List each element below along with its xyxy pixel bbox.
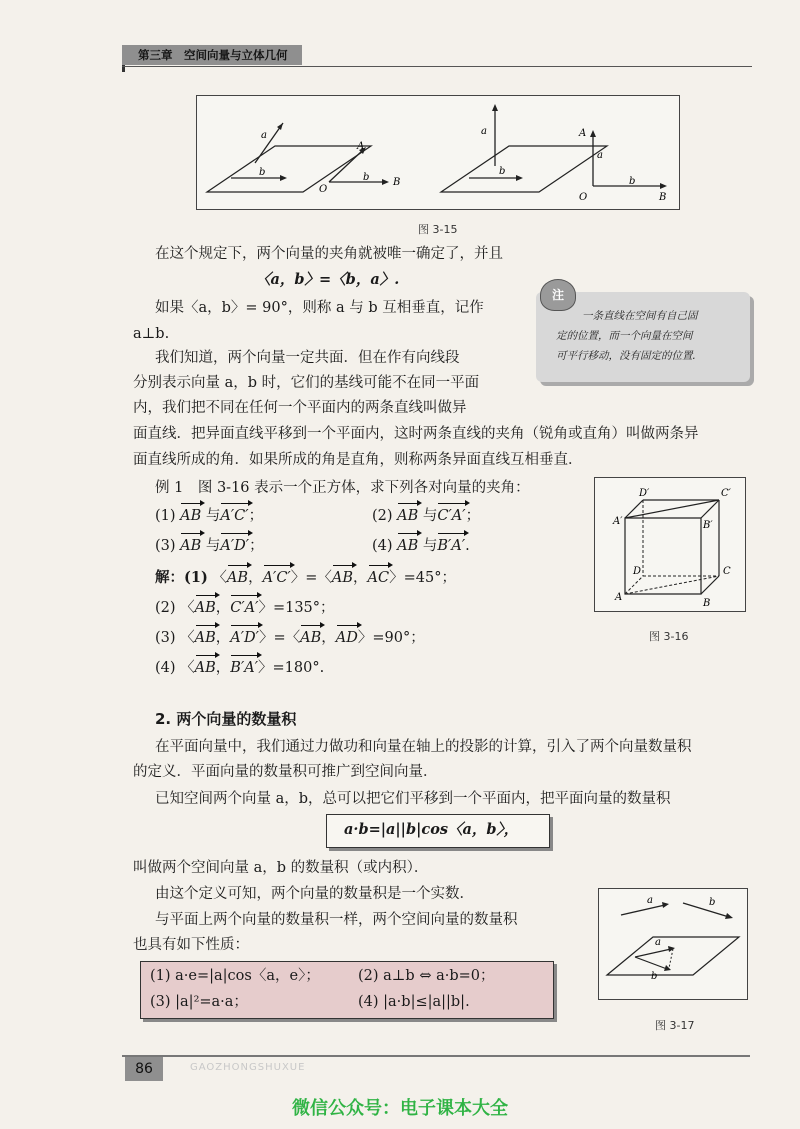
paragraph-text: 内，我们把不同在任何一个平面内的两条直线叫做异	[133, 400, 467, 416]
question-1: (1) AB 与A′C′；	[155, 508, 264, 524]
svg-text:C′: C′	[721, 488, 731, 499]
header-rule	[122, 66, 752, 67]
svg-text:D′: D′	[639, 488, 650, 499]
svg-text:a: a	[655, 937, 661, 948]
paragraph-text: 在这个规定下，两个向量的夹角就被唯一确定了，并且	[155, 246, 503, 262]
svg-text:D: D	[633, 566, 642, 577]
paragraph-text: 的定义．平面向量的数量积可推广到空间向量．	[133, 764, 438, 780]
property-2: (2) a⊥b ⇔ a·b=0；	[358, 968, 495, 984]
svg-text:a: a	[481, 126, 487, 137]
figure-3-16-caption: 图 3-16	[649, 630, 689, 643]
svg-text:a: a	[261, 130, 267, 141]
question-4: (4) AB 与B′A′.	[372, 538, 470, 554]
formula-inline: 〈a，b〉=〈b，a〉.	[256, 271, 400, 288]
figure-3-17	[598, 888, 748, 1000]
svg-text:C: C	[723, 566, 731, 577]
svg-text:a: a	[597, 150, 603, 161]
property-3: (3) |a|²=a·a；	[150, 994, 248, 1010]
solution-2: (2) 〈AB，C′A′〉=135°；	[155, 600, 335, 616]
svg-text:B: B	[659, 192, 667, 203]
paragraph-text: 已知空间两个向量 a，b，总可以把它们平移到一个平面内，把平面向量的数量积	[155, 791, 671, 807]
svg-text:b: b	[651, 971, 658, 982]
note-text: 一条直线在空间有自己固 定的位置，而一个向量在空间 可平行移动，没有固定的位置.	[556, 310, 698, 362]
svg-text:B′: B′	[703, 520, 713, 531]
solution-3: (3) 〈AB，A′D′〉=〈AB，AD〉=90°；	[155, 630, 425, 646]
paragraph-text: 分别表示向量 a，b 时，它们的基线可能不在同一平面	[133, 375, 480, 391]
svg-text:B: B	[393, 177, 401, 188]
property-4: (4) |a·b|≤|a||b|.	[358, 994, 470, 1010]
watermark-text: 微信公众号：电子课本大全	[292, 1098, 508, 1119]
property-1: (1) a·e=|a|cos〈a，e〉；	[150, 968, 320, 984]
svg-text:b: b	[629, 176, 636, 187]
paragraph-text: 我们知道，两个向量一定共面．但在作有向线段	[155, 350, 460, 366]
footer-brand: GAOZHONGSHUXUE	[190, 1062, 306, 1073]
svg-text:b: b	[363, 172, 370, 183]
svg-text:A: A	[615, 592, 623, 603]
paragraph-text: 在平面向量中，我们通过力做功和向量在轴上的投影的计算，引入了两个向量数量积	[155, 739, 692, 755]
solution-1: 解：(1) 〈AB，A′C′〉=〈AB，AC〉=45°；	[155, 569, 456, 586]
question-3: (3) AB 与A′D′；	[155, 538, 264, 554]
svg-text:A: A	[579, 128, 587, 139]
svg-text:A: A	[357, 141, 365, 152]
paragraph-text: 如果〈a，b〉= 90°，则称 a 与 b 互相垂直，记作	[155, 300, 484, 316]
svg-text:A′: A′	[613, 516, 623, 527]
paragraph-text: 叫做两个空间向量 a，b 的数量积（或内积）．	[133, 860, 429, 876]
paragraph-text: 也具有如下性质：	[133, 937, 249, 953]
figure-3-17-drawing	[599, 889, 747, 999]
paragraph-text: 与平面上两个向量的数量积一样，两个空间向量的数量积	[155, 912, 518, 928]
cube-drawing	[595, 478, 745, 611]
svg-text:b: b	[709, 897, 716, 908]
svg-text:B: B	[703, 598, 711, 609]
paragraph-text: 面直线所成的角．如果所成的角是直角，则称两条异面直线互相垂直．	[133, 452, 583, 468]
question-2: (2) AB 与C′A′；	[372, 508, 481, 524]
svg-text:O: O	[319, 184, 328, 195]
svg-text:b: b	[259, 167, 266, 178]
paragraph-text: a⊥b.	[133, 326, 170, 342]
page-number: 86	[125, 1057, 163, 1081]
svg-text:b: b	[499, 166, 506, 177]
solution-4: (4) 〈AB，B′A′〉=180°.	[155, 660, 325, 676]
figure-3-15-caption: 图 3-15	[418, 223, 458, 236]
figure-3-15	[196, 95, 680, 210]
formula-text: a·b=|a||b|cos〈a，b〉，	[344, 821, 519, 838]
svg-text:a: a	[647, 895, 653, 906]
figure-3-17-caption: 图 3-17	[655, 1019, 695, 1032]
section-title: 2. 两个向量的数量积	[155, 710, 297, 728]
figure-3-16	[594, 477, 746, 612]
figure-3-15-drawing	[197, 96, 679, 209]
note-icon: 注	[540, 279, 576, 311]
footer-rule	[122, 1055, 750, 1057]
paragraph-text: 由这个定义可知，两个向量的数量积是一个实数．	[155, 886, 474, 902]
example-title: 例 1 图 3-16 表示一个正方体，求下列各对向量的夹角：	[155, 480, 530, 496]
paragraph-text: 面直线．把异面直线平移到一个平面内，这时两条直线的夹角（锐角或直角）叫做两条异	[133, 426, 699, 442]
chapter-header: 第三章 空间向量与立体几何	[138, 48, 288, 62]
svg-text:O: O	[579, 192, 588, 203]
